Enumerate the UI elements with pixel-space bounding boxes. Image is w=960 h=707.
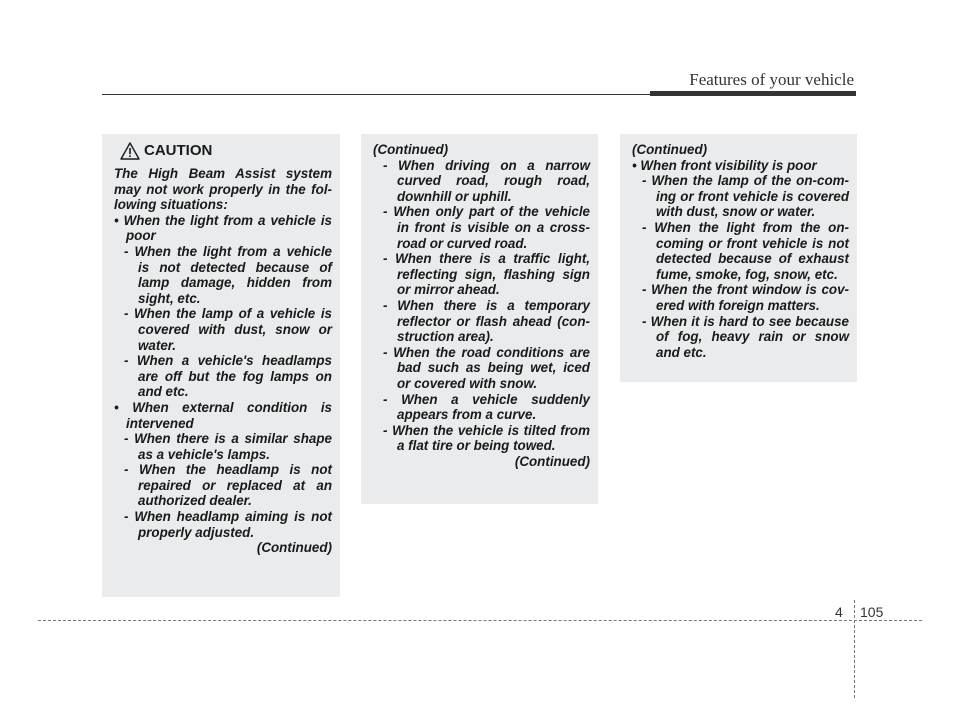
bullet-item: • When external condition is intervened bbox=[114, 399, 332, 431]
continued-label: (Continued) bbox=[256, 540, 332, 556]
warning-triangle-icon bbox=[120, 142, 140, 160]
continued-label: (Continued) bbox=[514, 453, 590, 469]
caution-intro: The High Beam Assist system may not work properly in the fol-lowing situations: bbox=[114, 166, 332, 213]
footer-rule bbox=[38, 620, 922, 621]
continued-label: (Continued) bbox=[373, 142, 449, 157]
list-item: - When it is hard to see because of fog, heavy rain or snow and etc. bbox=[642, 313, 849, 360]
caution-heading bbox=[120, 142, 332, 160]
continued-box-2 bbox=[361, 134, 598, 504]
list-item: - When the road conditions are bad such as being wet, iced or covered with snow. bbox=[383, 344, 590, 391]
page-number: 105 bbox=[860, 604, 884, 620]
list-item: - When driving on a narrow curved road, rough road, downhill or uphill. bbox=[383, 157, 590, 204]
list-item: - When there is a traffic light, reflecting sign, flashing sign or mirror ahead. bbox=[383, 251, 590, 298]
continued-box-3 bbox=[620, 134, 857, 382]
list-item: - When the lamp of the on-com-ing or front vehicle is covered with dust, snow or water. bbox=[642, 173, 849, 220]
list-item: - When only part of the vehicle in front is visible on a cross-road or curved road. bbox=[383, 204, 590, 251]
caution-title: CAUTION bbox=[144, 142, 213, 160]
list-item: - When the light from the on-coming or front vehicle is not detected because of exhaust fume, smoke, fog, snow, etc. bbox=[642, 219, 849, 282]
caution-box bbox=[102, 134, 340, 597]
list-item: - When the vehicle is tilted from a flat tire or being towed. bbox=[383, 422, 590, 454]
page-header-title: Features of your vehicle bbox=[689, 70, 854, 89]
list-item: - When a vehicle suddenly appears from a curve. bbox=[383, 391, 590, 423]
list-item: - When a vehicle's headlamps are off but the fog lamps on and etc. bbox=[124, 353, 332, 400]
chapter-number: 4 bbox=[835, 604, 843, 620]
list-item: - When the front window is cov-ered with foreign matters. bbox=[642, 282, 849, 313]
list-item: - When the lamp of a vehicle is covered with dust, snow or water. bbox=[124, 306, 332, 353]
bullet-item: • When the light from a vehicle is poor bbox=[114, 212, 332, 244]
bullet-item: • When front visibility is poor bbox=[632, 157, 817, 173]
footer-divider bbox=[854, 600, 855, 698]
list-item: - When there is a similar shape as a vehicle's lamps. bbox=[124, 431, 332, 462]
list-item: - When the headlamp is not repaired or replaced at an authorized dealer. bbox=[124, 462, 332, 509]
continued-label: (Continued) bbox=[632, 142, 708, 157]
list-item: - When headlamp aiming is not properly adjusted. bbox=[124, 509, 332, 540]
header-accent-bar bbox=[650, 91, 856, 96]
list-item: - When the light from a vehicle is not detected because of lamp damage, hidden from sight, etc. bbox=[124, 243, 332, 306]
list-item: - When there is a temporary reflector or flash ahead (con-struction area). bbox=[383, 297, 590, 345]
